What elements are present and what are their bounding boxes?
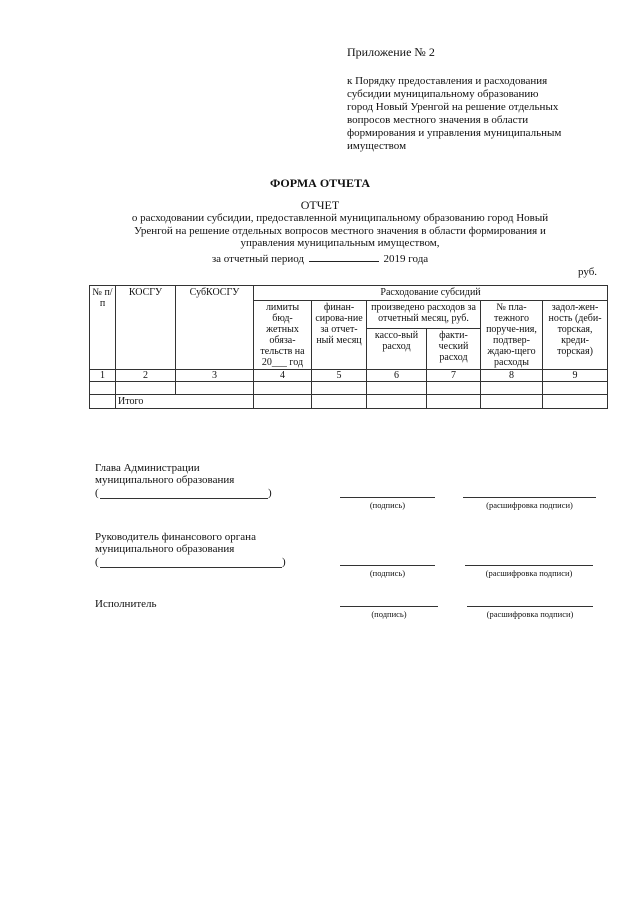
finance-head-title <box>95 531 256 555</box>
table-cell[interactable] <box>312 395 367 409</box>
table-cell[interactable] <box>427 382 481 395</box>
report-table <box>89 285 608 409</box>
signer-title-line: муниципального образования <box>95 543 235 555</box>
column-number: 5 <box>312 370 367 382</box>
head-admin-name-line[interactable] <box>100 498 268 499</box>
signer-title-line: муниципального образования <box>95 474 235 486</box>
table-cell[interactable] <box>543 382 608 395</box>
signature-caption: (подпись) <box>371 609 407 619</box>
col-header-debt: задол-жен-ность (деби-торская, креди-торская) <box>543 301 608 370</box>
table-cell[interactable] <box>481 382 543 395</box>
table-row <box>90 382 608 395</box>
report-desc-line: Уренгой на решение отдельных вопросов местного значения в области формирования и <box>134 224 546 237</box>
finance-head-name-line[interactable] <box>100 567 282 568</box>
column-number: 1 <box>90 370 116 382</box>
paren-open: ( <box>95 487 99 499</box>
column-number: 8 <box>481 370 543 382</box>
column-number: 7 <box>427 370 481 382</box>
paren-close: ) <box>268 487 272 499</box>
appendix-line: вопросов местного значения в области <box>347 114 529 126</box>
column-number: 9 <box>543 370 608 382</box>
period-prefix: за отчетный период <box>211 253 305 265</box>
col-header-subkosgu: СубКОСГУ <box>176 286 254 370</box>
report-desc-line: управления муниципальным имуществом, <box>240 237 440 249</box>
finance-head-decoding-line[interactable] <box>465 565 593 566</box>
column-number-row <box>90 370 608 382</box>
currency-unit: руб. <box>578 266 598 278</box>
table-cell[interactable] <box>90 395 116 409</box>
decoding-caption: (расшифровка подписи) <box>485 568 573 578</box>
paren-close: ) <box>282 556 286 568</box>
table-cell[interactable] <box>367 382 427 395</box>
total-label: Итого <box>116 395 254 409</box>
decoding-caption: (расшифровка подписи) <box>486 609 574 619</box>
table-cell[interactable] <box>312 382 367 395</box>
report-description <box>90 212 590 250</box>
head-admin-title <box>95 462 234 486</box>
column-number: 3 <box>176 370 254 382</box>
table-cell[interactable] <box>367 395 427 409</box>
decoding-caption: (расшифровка подписи) <box>486 500 573 510</box>
report-title: ОТЧЕТ <box>300 198 340 212</box>
table-cell[interactable] <box>176 382 254 395</box>
col-header-actual-expense: факти-ческий расход <box>427 329 481 370</box>
paren-open: ( <box>95 556 99 568</box>
signer-title-line: Глава Администрации <box>95 462 200 474</box>
col-header-limits: лимиты бюд-жетных обяза-тельств на 20___ год <box>254 301 312 370</box>
column-number: 6 <box>367 370 427 382</box>
executor-title: Исполнитель <box>95 598 157 610</box>
table-cell[interactable] <box>90 382 116 395</box>
table-cell[interactable] <box>427 395 481 409</box>
form-title: ФОРМА ОТЧЕТА <box>269 176 371 190</box>
finance-head-signature-line[interactable] <box>340 565 435 566</box>
table-cell[interactable] <box>481 395 543 409</box>
appendix-reference <box>347 75 607 153</box>
appendix-line: имуществом <box>347 140 407 152</box>
head-admin-signature-line[interactable] <box>340 497 435 498</box>
col-header-group-spending: Расходование субсидий <box>254 286 608 301</box>
column-number: 2 <box>116 370 176 382</box>
appendix-line: субсидии муниципальному образованию <box>347 88 539 100</box>
table-cell[interactable] <box>116 382 176 395</box>
table-cell[interactable] <box>543 395 608 409</box>
col-header-payment-order: № пла-тежного поруче-ния, подтвер-ждаю-щего расходы <box>481 301 543 370</box>
period-blank-field[interactable] <box>309 251 379 262</box>
table-cell[interactable] <box>254 395 312 409</box>
signature-caption: (подпись) <box>369 500 406 510</box>
total-row <box>90 395 608 409</box>
signer-title-line: Руководитель финансового органа <box>95 531 256 543</box>
table-cell[interactable] <box>254 382 312 395</box>
signature-caption: (подпись) <box>369 568 406 578</box>
col-header-financing: финан-сирова-ние за отчет-ный месяц <box>312 301 367 370</box>
head-admin-decoding-line[interactable] <box>463 497 596 498</box>
column-number: 4 <box>254 370 312 382</box>
appendix-number: Приложение № 2 <box>347 45 435 59</box>
col-header-spent: произведено расходов за отчетный месяц, руб. <box>367 301 481 329</box>
executor-signature-line[interactable] <box>340 606 438 607</box>
appendix-line: город Новый Уренгой на решение отдельных <box>347 101 559 113</box>
col-header-kosgu: КОСГУ <box>116 286 176 370</box>
col-header-number: № п/п <box>90 286 116 370</box>
report-desc-line: о расходовании субсидии, предоставленной муниципальному образованию город Новый <box>131 212 549 224</box>
col-header-cash-expense: кассо-вый расход <box>367 329 427 370</box>
report-period <box>0 251 640 265</box>
period-suffix: 2019 года <box>383 253 429 265</box>
appendix-line: формирования и управления муниципальным <box>347 127 562 139</box>
executor-decoding-line[interactable] <box>467 606 593 607</box>
appendix-line: к Порядку предоставления и расходования <box>347 75 548 87</box>
